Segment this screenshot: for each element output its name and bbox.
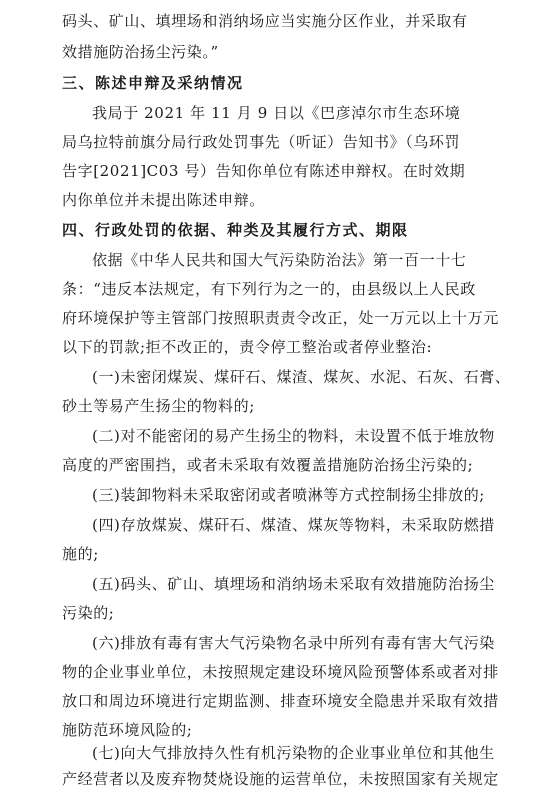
section-heading: 三、陈述申辩及采纳情况 — [62, 74, 244, 92]
text-line: 码头、矿山、填埋场和消纳场应当实施分区作业，并采取有 — [62, 12, 468, 30]
text-line: 施的; — [62, 545, 99, 563]
text-line: 放口和周边环境进行定期监测、排查环境安全隐患并采取有效措 — [62, 692, 499, 710]
list-item: (四)存放煤炭、煤矸石、煤渣、煤灰等物料，未采取防燃措 — [92, 516, 495, 534]
text-line: 施防范环境风险的; — [62, 721, 193, 739]
list-item: (一)未密闭煤炭、煤矸石、煤渣、煤灰、水泥、石灰、石膏、 — [92, 368, 511, 386]
list-item: (二)对不能密闭的易产生扬尘的物料，未设置不低于堆放物 — [92, 427, 495, 445]
text-line: 效措施防治扬尘污染。” — [62, 43, 219, 61]
text-line: 府环境保护等主管部门按照职责责令改正，处一万元以上十万元 — [62, 309, 499, 327]
text-line: 条：“违反本法规定，有下列行为之一的，由县级以上人民政 — [62, 280, 476, 298]
text-line: 依据《中华人民共和国大气污染防治法》第一百一十七 — [92, 251, 467, 269]
list-item: (三)装卸物料未采取密闭或者喷淋等方式控制扬尘排放的; — [92, 486, 485, 504]
text-line: 高度的严密围挡，或者未采取有效覆盖措施防治扬尘污染的; — [62, 456, 474, 474]
text-line: 产经营者以及废弃物焚烧设施的运营单位，未按照国家有关规定 — [62, 770, 499, 788]
text-line: 内你单位并未提出陈述申辩。 — [62, 191, 265, 209]
text-line: 告字[2021]C03 号）告知你单位有陈述申辩权。在时效期 — [62, 162, 466, 180]
text-line: 污染的; — [62, 604, 115, 622]
list-item: (五)码头、矿山、填埋场和消纳场未采取有效措施防治扬尘 — [92, 575, 495, 593]
list-item: (七)向大气排放持久性有机污染物的企业事业单位和其他生 — [92, 744, 495, 762]
text-line: 我局于 2021 年 11 月 9 日以《巴彦淖尔市生态环境 — [92, 104, 461, 122]
text-line: 局乌拉特前旗分局行政处罚事先（听证）告知书》（乌环罚 — [62, 133, 461, 151]
text-line: 物的企业事业单位，未按照规定建设环境风险预警体系或者对排 — [62, 663, 499, 681]
section-heading: 四、行政处罚的依据、种类及其履行方式、期限 — [62, 221, 409, 239]
text-line: 以下的罚款;拒不改正的，责令停工整治或者停业整治: — [62, 338, 433, 356]
list-item: (六)排放有毒有害大气污染物名录中所列有毒有害大气污染 — [92, 634, 495, 652]
text-line: 砂土等易产生扬尘的物料的; — [62, 397, 255, 415]
